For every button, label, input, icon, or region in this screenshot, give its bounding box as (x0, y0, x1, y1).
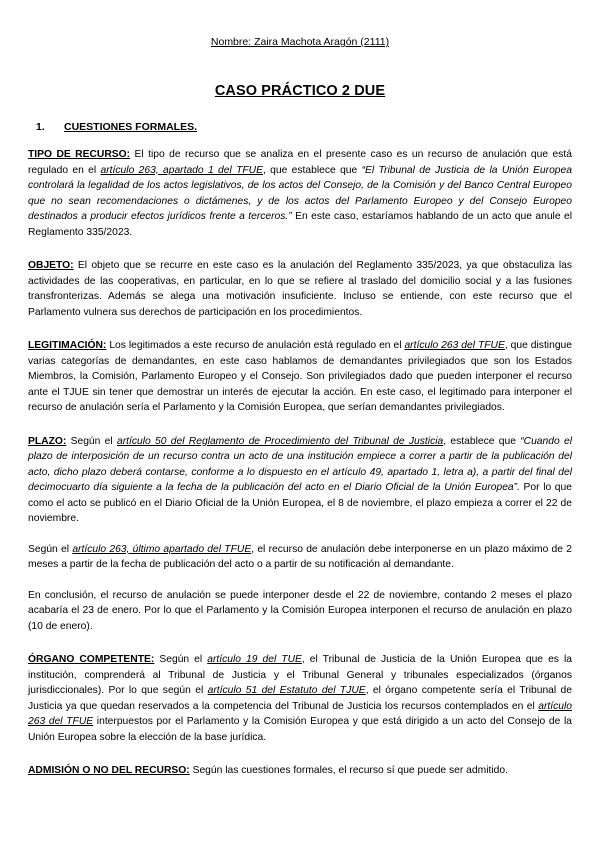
paragraph-text: interpuestos por el Parlamento y la Comisión Europea y que está dirigido a un acto del Consejo de la Unión Europea sobre la elección de la base jurídica. (28, 716, 572, 743)
paragraph-text: , que distingue varias categorías de demandantes, en este caso hablamos de demandantes privilegiados que son los Estados Miembros, la Comisión, Parlamento Europeo y el Consejo. Son privilegiados dado que pueden interponer el recurso ante el TJUE sin tener que demostrar un interés de ejecutar la acción. En este caso, el legitimado para interponer el recurso de anulación sería el Parlamento y la Comisión Europea, que serían demandantes privilegiados. (28, 340, 573, 413)
paragraph-text: , el recurso de anulación debe interponerse en un plazo máximo de 2 meses a partir de la fecha de publicación del acto o a partir de su notificación al demandante. (28, 543, 572, 570)
legal-reference: artículo 263, apartado 1 del TFUE (100, 164, 263, 176)
paragraph-text: , que establece que (262, 164, 362, 176)
paragraph-text: El objeto que se recurre en este caso es la anulación del Reglamento 335/2023, ya que obstaculiza las actividades de las cooperativas, en particular, en lo que se refiere al traslado del domicilio social y a las fusiones transfronterizas. Además se alega una motivación insuficiente. Incluso se entiende, con este recurso que el Parlamento vulnera sus derechos de participación en los procedimientos. (28, 260, 572, 318)
paragraph-text: Según el (66, 435, 117, 447)
legal-reference: artículo 263 del TFUE (404, 340, 505, 351)
paragraph-plazo (28, 434, 572, 527)
paragraph-text: Según el (28, 543, 73, 555)
paragraph-text: Los legitimados a este recurso de anulación está regulado en el (106, 340, 405, 351)
paragraph-plazo-maximo (28, 542, 572, 573)
legal-reference: artículo 263 del TFUE (28, 700, 572, 727)
paragraph-objeto (28, 258, 572, 320)
legal-quote: “El Tribunal de Justicia de la Unión Europea controlará la legalidad de los actos legislativos, de los actos del Consejo, de la Comisión y del Banco Central Europeo que no sean recomendaciones o dictámenes, y de los actos del Parlamento Europeo y del Consejo Europeo destinados a producir efectos jurídicos frente a terceros.” (28, 164, 572, 222)
paragraph-heading: LEGITIMACIÓN: (28, 340, 107, 351)
paragraph-text: , establece que (443, 435, 521, 447)
legal-reference: artículo 50 del Reglamento de Procedimiento del Tribunal de Justicia (116, 435, 444, 447)
legal-reference: artículo 19 del TUE (207, 654, 302, 665)
legal-reference: artículo 51 del Estatuto del TJUE (207, 685, 366, 696)
paragraph-organo-competente (28, 652, 572, 745)
paragraph-text: , el Tribunal de Justicia de la Unión Europea que es la institución, comprenderá al Tribunal de Justicia y el Tribunal General y tribunales especializados (órganos jurisdiccionales). Por lo que según el (28, 654, 572, 696)
section-number: 1. (36, 121, 45, 133)
section-label: CUESTIONES FORMALES. (64, 121, 198, 133)
page-title: CASO PRÁCTICO 2 DUE (214, 83, 386, 99)
legal-reference: artículo 263, último apartado del TFUE (72, 543, 252, 555)
paragraph-text: El tipo de recurso que se analiza en el presente caso es un recurso de anulación que está regulado en el (28, 149, 572, 176)
paragraph-text: Según el (154, 654, 208, 665)
paragraph-text: , el órgano competente sería el Tribunal de Justicia ya que quedan reservados a la competencia del Tribunal de Justicia los recursos contemplados en el (28, 685, 573, 712)
paragraph-heading: ÓRGANO COMPETENTE: (28, 654, 155, 665)
paragraph-text: En este caso, estaríamos hablando de un acto que anule el Reglamento 335/2023. (28, 211, 573, 238)
paragraph-heading: ADMISIÓN O NO DEL RECURSO: (28, 765, 190, 776)
paragraph-admision (28, 763, 572, 779)
paragraph-text: En conclusión, el recurso de anulación se puede interponer desde el 22 de noviembre, contando 2 meses el plazo acabaría el 23 de enero. Por lo que el Parlamento y la Comisión Europea interponen el recurso de anulación en plazo (10 de enero). (28, 589, 572, 632)
paragraph-tipo-de-recurso (28, 147, 572, 240)
paragraph-heading: TIPO DE RECURSO: (28, 149, 131, 160)
paragraph-heading: OBJETO: (28, 260, 74, 271)
paragraph-heading: PLAZO: (28, 435, 67, 447)
author-line: Nombre: Zaira Machota Aragón (2111) (210, 36, 390, 48)
paragraph-text: Por lo que como el acto se publicó en el Diario Oficial de la Unión Europea, el 8 de noviembre, el plazo empieza a correr el 22 de noviembre. (28, 482, 572, 524)
section-heading (36, 121, 572, 133)
paragraph-legitimacion (28, 338, 572, 416)
paragraph-text: Según las cuestiones formales, el recurso sí que puede ser admitido. (189, 765, 508, 776)
paragraph-conclusion (28, 588, 572, 635)
legal-quote: “Cuando el plazo de interposición de un recurso contra un acto de una institución empiece a correr a partir de la publicación del acto, dicho plazo deberá contarse, conforme a lo dispuesto en el artículo 49, apartado 1, letra a), a partir del final del decimocuarto día siguiente a la fecha de la publicación del acto en el Diario Oficial de la Unión Europea”. (28, 435, 572, 493)
